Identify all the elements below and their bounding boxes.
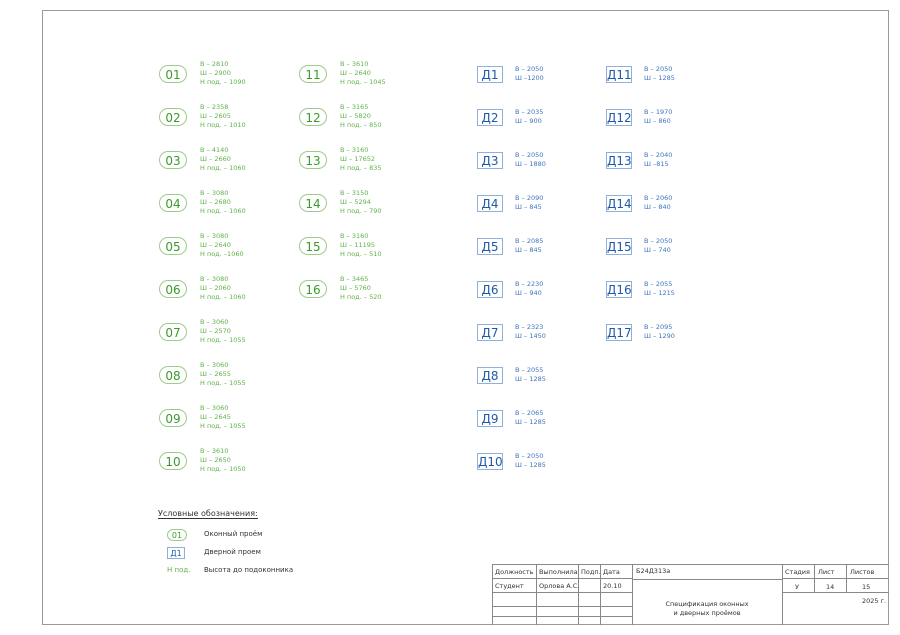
door-height: В – 2095 (644, 323, 673, 331)
window-dimensions (200, 361, 246, 388)
tb-sheets: 15 (862, 583, 871, 591)
door-mark-badge: Д2 (477, 109, 503, 126)
door-width: Ш – 1285 (515, 418, 546, 426)
door-width: Ш – 940 (515, 289, 542, 297)
tb-header-stage: Стадия (785, 568, 810, 576)
door-height: В – 2035 (515, 108, 544, 116)
tb-header-sheets: Листов (850, 568, 875, 576)
window-mark-badge: 07 (159, 323, 187, 341)
tb-date: 20.10 (603, 582, 622, 590)
door-mark-badge: Д13 (607, 154, 632, 168)
door-height: В – 2060 (644, 194, 673, 202)
legend-door-text: Дверной проем (204, 548, 261, 556)
door-mark-badge: Д8 (477, 367, 503, 384)
tb-sheet: 14 (826, 583, 835, 591)
door-height: В – 2085 (515, 237, 544, 245)
window-sill-height: Н под. – 790 (340, 207, 382, 215)
door-width: Ш – 1285 (515, 375, 546, 383)
door-height: В – 2055 (515, 366, 544, 374)
door-dimensions (644, 237, 672, 255)
door-height: В – 2230 (515, 280, 544, 288)
door-dimensions (644, 65, 675, 83)
window-dimensions (340, 146, 382, 173)
window-width: Ш – 2660 (200, 155, 231, 163)
window-mark-badge: 01 (159, 65, 187, 83)
window-height: В – 3060 (200, 404, 229, 412)
window-sill-height: Н под. – 520 (340, 293, 382, 301)
door-width: Ш – 1215 (644, 289, 675, 297)
door-mark-badge: Д17 (607, 326, 632, 340)
door-width: Ш – 845 (515, 246, 542, 254)
window-sill-height: Н под. – 1055 (200, 336, 246, 344)
window-width: Ш – 5760 (340, 284, 371, 292)
window-height: В – 3160 (340, 232, 369, 240)
window-width: Ш – 17652 (340, 155, 376, 163)
window-sill-height: Н под. – 850 (340, 121, 382, 129)
window-width: Ш – 2605 (200, 112, 231, 120)
door-mark-badge: Д16 (607, 283, 632, 297)
door-dimensions (515, 366, 546, 384)
window-mark-badge: 04 (159, 194, 187, 212)
door-width: Ш – 845 (515, 203, 542, 211)
window-sill-height: Н под. – 510 (340, 250, 382, 258)
window-height: В – 3150 (340, 189, 369, 197)
door-mark-badge: Д4 (477, 195, 503, 212)
door-mark-badge: Д6 (477, 281, 503, 298)
door-mark-badge: Д3 (477, 152, 503, 169)
window-mark-badge: 03 (159, 151, 187, 169)
window-width: Ш – 2655 (200, 370, 231, 378)
window-width: Ш – 5820 (340, 112, 371, 120)
door-mark-badge: Д14 (607, 197, 632, 211)
window-dimensions (200, 232, 244, 259)
door-width: Ш – 1450 (515, 332, 546, 340)
door-dimensions (515, 237, 543, 255)
legend-window-badge: 01 (167, 529, 187, 541)
tb-title-line1: Спецификация оконных (665, 600, 749, 608)
door-mark-badge: Д10 (478, 455, 503, 469)
legend-height-mark: Н под. (167, 566, 191, 574)
door-dimensions (644, 151, 672, 169)
window-height: В – 3080 (200, 189, 229, 197)
door-height: В – 2323 (515, 323, 544, 331)
window-width: Ш – 2060 (200, 284, 231, 292)
window-height: В – 4140 (200, 146, 229, 154)
door-width: Ш – 900 (515, 117, 542, 125)
window-height: В – 3610 (200, 447, 229, 455)
window-mark-badge: 10 (159, 452, 187, 470)
door-height: В – 2050 (515, 65, 544, 73)
window-height: В – 3080 (200, 275, 229, 283)
door-height: В – 2050 (515, 452, 544, 460)
tb-header-position: Должность (495, 568, 534, 576)
door-height: В – 2050 (515, 151, 544, 159)
door-dimensions (644, 108, 672, 126)
legend-title: Условные обозначения: (158, 509, 258, 518)
window-mark-badge: 08 (159, 366, 187, 384)
window-height: В – 3060 (200, 361, 229, 369)
window-height: В – 3465 (340, 275, 369, 283)
window-height: В – 2358 (200, 103, 229, 111)
legend-window-text: Оконный проём (204, 530, 263, 538)
window-width: Ш – 2645 (200, 413, 231, 421)
door-dimensions (644, 280, 675, 298)
door-width: Ш – 1285 (644, 74, 675, 82)
door-width: Ш –1200 (515, 74, 544, 82)
window-dimensions (340, 232, 382, 259)
door-height: В – 2055 (644, 280, 673, 288)
door-mark-badge: Д7 (477, 324, 503, 341)
window-dimensions (340, 60, 386, 87)
window-height: В – 3165 (340, 103, 369, 111)
window-dimensions (200, 447, 246, 474)
tb-title (642, 600, 772, 618)
door-mark-badge: Д11 (607, 68, 632, 82)
tb-year: 2025 г. (862, 597, 887, 605)
window-mark-badge: 06 (159, 280, 187, 298)
window-sill-height: Н под. – 1045 (340, 78, 386, 86)
window-height: В – 3160 (340, 146, 369, 154)
tb-position: Студент (495, 582, 524, 590)
door-mark-badge: Д12 (607, 111, 632, 125)
door-width: Ш – 1285 (515, 461, 546, 469)
window-dimensions (200, 275, 246, 302)
window-width: Ш – 2650 (200, 456, 231, 464)
door-dimensions (515, 65, 544, 83)
window-dimensions (200, 60, 246, 87)
door-width: Ш – 860 (644, 117, 671, 125)
tb-header-sheet: Лист (818, 568, 835, 576)
door-dimensions (515, 151, 546, 169)
window-dimensions (340, 103, 382, 130)
legend-height-text: Высота до подоконника (204, 566, 294, 574)
door-dimensions (515, 323, 546, 341)
window-dimensions (200, 189, 246, 216)
tb-stage: У (795, 583, 799, 591)
window-mark-badge: 14 (299, 194, 327, 212)
window-dimensions (200, 103, 246, 130)
window-sill-height: Н под. – 1050 (200, 465, 246, 473)
window-mark-badge: 16 (299, 280, 327, 298)
window-width: Ш – 5294 (340, 198, 371, 206)
tb-header-date: Дата (603, 568, 620, 576)
door-height: В – 2040 (644, 151, 673, 159)
window-sill-height: Н под. – 1010 (200, 121, 246, 129)
window-sill-height: Н под. –1060 (200, 250, 244, 258)
door-width: Ш – 1290 (644, 332, 675, 340)
door-dimensions (515, 452, 546, 470)
door-dimensions (515, 108, 543, 126)
window-dimensions (200, 318, 246, 345)
window-mark-badge: 15 (299, 237, 327, 255)
window-width: Ш – 11195 (340, 241, 376, 249)
window-width: Ш – 2640 (340, 69, 371, 77)
window-mark-badge: 05 (159, 237, 187, 255)
door-mark-badge: Д5 (477, 238, 503, 255)
door-dimensions (515, 280, 543, 298)
window-dimensions (340, 189, 382, 216)
window-mark-badge: 02 (159, 108, 187, 126)
window-mark-badge: 12 (299, 108, 327, 126)
door-width: Ш – 1880 (515, 160, 546, 168)
door-height: В – 1970 (644, 108, 673, 116)
window-sill-height: Н под. – 1060 (200, 293, 246, 301)
window-width: Ш – 2570 (200, 327, 231, 335)
window-mark-badge: 13 (299, 151, 327, 169)
window-height: В – 3080 (200, 232, 229, 240)
door-mark-badge: Д15 (607, 240, 632, 254)
window-width: Ш – 2680 (200, 198, 231, 206)
door-width: Ш –815 (644, 160, 669, 168)
window-width: Ш – 2900 (200, 69, 231, 77)
window-width: Ш – 2640 (200, 241, 231, 249)
window-height: В – 3610 (340, 60, 369, 68)
door-dimensions (644, 323, 675, 341)
tb-header-performed: Выполнила (539, 568, 578, 576)
window-sill-height: Н под. – 1055 (200, 379, 246, 387)
tb-code: Б24Д313а (636, 567, 671, 575)
legend-door-badge: Д1 (167, 547, 185, 559)
window-dimensions (200, 404, 246, 431)
tb-header-signature: Подп. (581, 568, 601, 576)
tb-performer: Орлова А.С. (539, 582, 580, 590)
door-mark-badge: Д1 (477, 66, 503, 83)
door-height: В – 2065 (515, 409, 544, 417)
window-mark-badge: 09 (159, 409, 187, 427)
door-dimensions (515, 194, 543, 212)
window-sill-height: Н под. – 1060 (200, 207, 246, 215)
door-height: В – 2050 (644, 237, 673, 245)
door-dimensions (515, 409, 546, 427)
window-mark-badge: 11 (299, 65, 327, 83)
door-dimensions (644, 194, 672, 212)
window-height: В – 3060 (200, 318, 229, 326)
tb-title-line2: и дверных проёмов (673, 609, 741, 617)
title-block (492, 564, 889, 625)
window-sill-height: Н под. – 1060 (200, 164, 246, 172)
window-dimensions (200, 146, 246, 173)
window-sill-height: Н под. – 1090 (200, 78, 246, 86)
door-height: В – 2050 (644, 65, 673, 73)
window-dimensions (340, 275, 382, 302)
door-width: Ш – 740 (644, 246, 671, 254)
window-sill-height: Н под. – 1055 (200, 422, 246, 430)
door-mark-badge: Д9 (477, 410, 503, 427)
window-height: В – 2810 (200, 60, 229, 68)
door-width: Ш – 840 (644, 203, 671, 211)
door-height: В – 2090 (515, 194, 544, 202)
window-sill-height: Н под. – 835 (340, 164, 382, 172)
